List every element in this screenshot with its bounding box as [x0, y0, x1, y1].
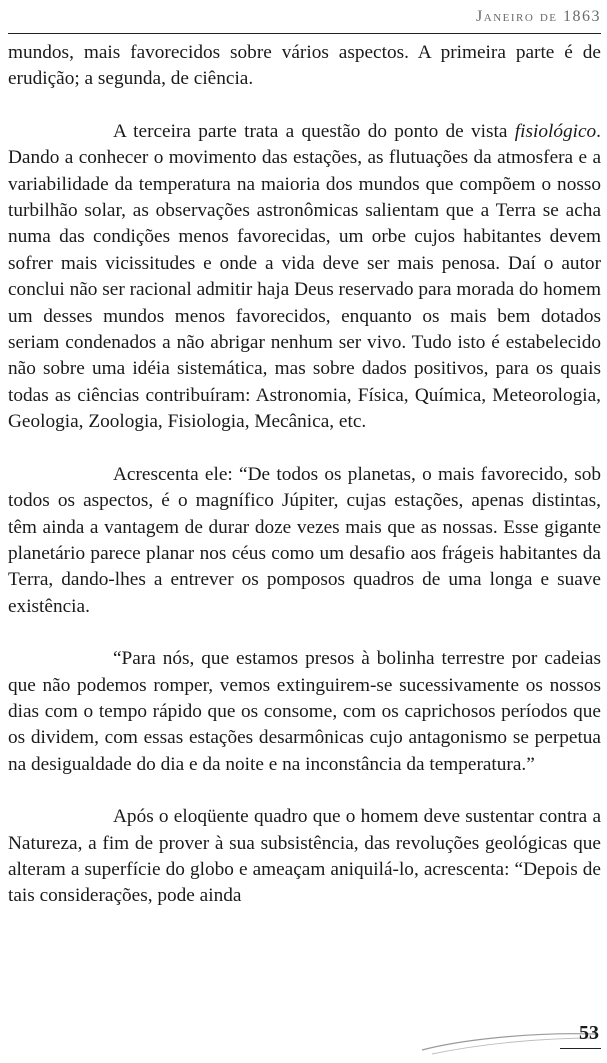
- paragraph-third-part: [8, 119, 601, 436]
- page-body: [8, 40, 601, 910]
- footer-rule: [560, 1048, 601, 1049]
- paragraph-third-part-start: A terceira parte trata a questão do ponto de vista: [113, 120, 515, 142]
- italic-term: fisiológico: [514, 120, 597, 142]
- footer-swoosh-ornament: [420, 1018, 602, 1058]
- paragraph-third-part-rest: . Dando a conhecer o movimento das estações, as flutuações da atmosfera e a variabilidade da temperatura na maioria dos mundos que compõem o nosso turbilhão solar, as observações astronômicas salientam que a Terra se acha numa das condições menos favorecidas, um orbe cujos habitantes devem sofrer mais vicissitudes e onde a vida deve ser mais penosa. Daí o autor conclui não ser racional admitir haja Deus reservado para morada do homem um desses mundos menos favorecidos, enquanto os mais bem dotados seriam condenados a não abrigar nenhum ser vivo. Tudo isto é estabelecido não sobre uma idéia sistemática, mas sobre dados positivos, para os quais todas as ciências contribuíram: Astronomia, Física, Química, Meteorologia, Geologia, Zoologia, Fisiologia, Mecânica, etc.: [8, 120, 601, 433]
- running-header: Janeiro de 1863: [476, 8, 601, 25]
- page-number: 53: [579, 1022, 599, 1044]
- paragraph-after: Após o eloqüente quadro que o homem deve sustentar contra a Natureza, a fim de prover à sua subsistência, das revoluções geológicas que alteram a superfície do globo e ameaçam aniquilá-lo, acrescenta: “Depois de tais considerações, pode ainda: [8, 806, 601, 907]
- header-rule: [8, 33, 601, 34]
- paragraph-quote: “Para nós, que estamos presos à bolinha terrestre por cadeias que não podemos romper, vemos extinguirem-se sucessivamente os nossos dias com o tempo rápido que os consome, com os caprichosos períodos que os dividem, com essas estações desarmônicas cujo antagonismo se perpetua na desigualdade do dia e da noite e na inconstância da temperatura.”: [8, 648, 601, 775]
- paragraph-jupiter: Acrescenta ele: “De todos os planetas, o mais favorecido, sob todos os aspectos, é o magnífico Júpiter, cujas estações, apenas distintas, têm ainda a vantagem de durar doze vezes mais que as nossas. Esse gigante planetário parece planar nos céus como um desafio aos frágeis habitantes da Terra, dando-lhes a entrever os pomposos quadros de uma longa e suave existência.: [8, 463, 601, 617]
- paragraph-continuation: mundos, mais favorecidos sobre vários aspectos. A primeira parte é de erudição; a segunda, de ciência.: [8, 42, 601, 90]
